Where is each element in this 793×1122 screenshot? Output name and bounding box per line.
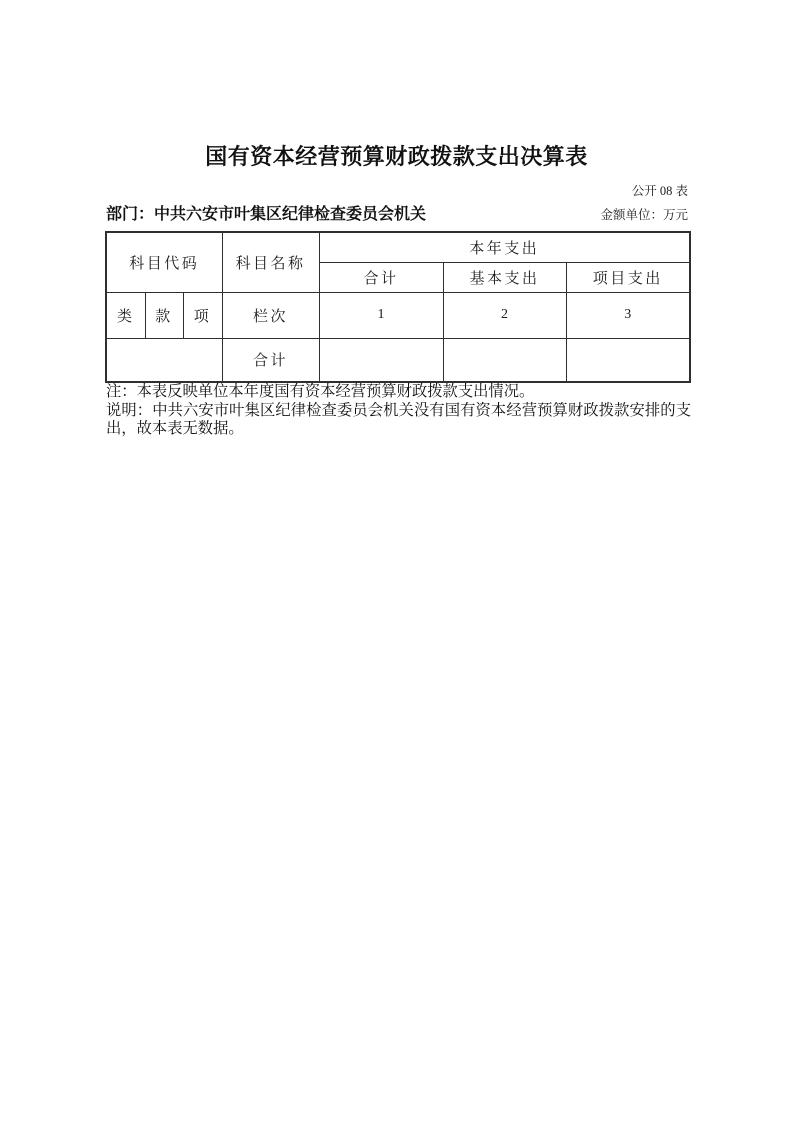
table-row-total (106, 338, 690, 382)
amount-unit-label: 金额单位：万元 (600, 208, 688, 222)
cell-total-name: 合计 (222, 338, 319, 382)
cell-total-basic (443, 338, 566, 382)
page-title: 国有资本经营预算财政拨款支出决算表 (205, 144, 588, 169)
header-basic-expenditure: 基本支出 (443, 262, 566, 292)
column-index-row (106, 292, 690, 338)
table-code-label: 公开 08 表 (631, 184, 688, 198)
header-category: 类 (106, 292, 145, 338)
header-project-expenditure: 项目支出 (566, 262, 690, 292)
header-subject-name: 科目名称 (222, 232, 319, 292)
column-number-2: 2 (443, 292, 566, 338)
cell-total-amount (319, 338, 443, 382)
explanation-line: 说明：中共六安市叶集区纪律检查委员会机关没有国有资本经营预算财政拨款安排的支出，故本表无数据。 (106, 401, 691, 437)
header-total: 合计 (319, 262, 443, 292)
header-column-label: 栏次 (222, 292, 319, 338)
header-subject-code: 科目代码 (106, 232, 222, 292)
department-label: 部门：中共六安市叶集区纪律检查委员会机关 (106, 206, 427, 223)
header-current-year-expenditure: 本年支出 (319, 232, 690, 262)
header-clause: 项 (183, 292, 222, 338)
column-number-3: 3 (566, 292, 690, 338)
table-header-row-1 (106, 232, 690, 262)
cell-total-project (566, 338, 690, 382)
cell-total-code (106, 338, 222, 382)
header-item: 款 (145, 292, 183, 338)
note-line: 注：本表反映单位本年度国有资本经营预算财政拨款支出情况。 (106, 383, 535, 400)
column-number-1: 1 (319, 292, 443, 338)
footnotes (106, 383, 691, 439)
meta-row (106, 201, 688, 224)
expenditure-table (105, 231, 691, 383)
